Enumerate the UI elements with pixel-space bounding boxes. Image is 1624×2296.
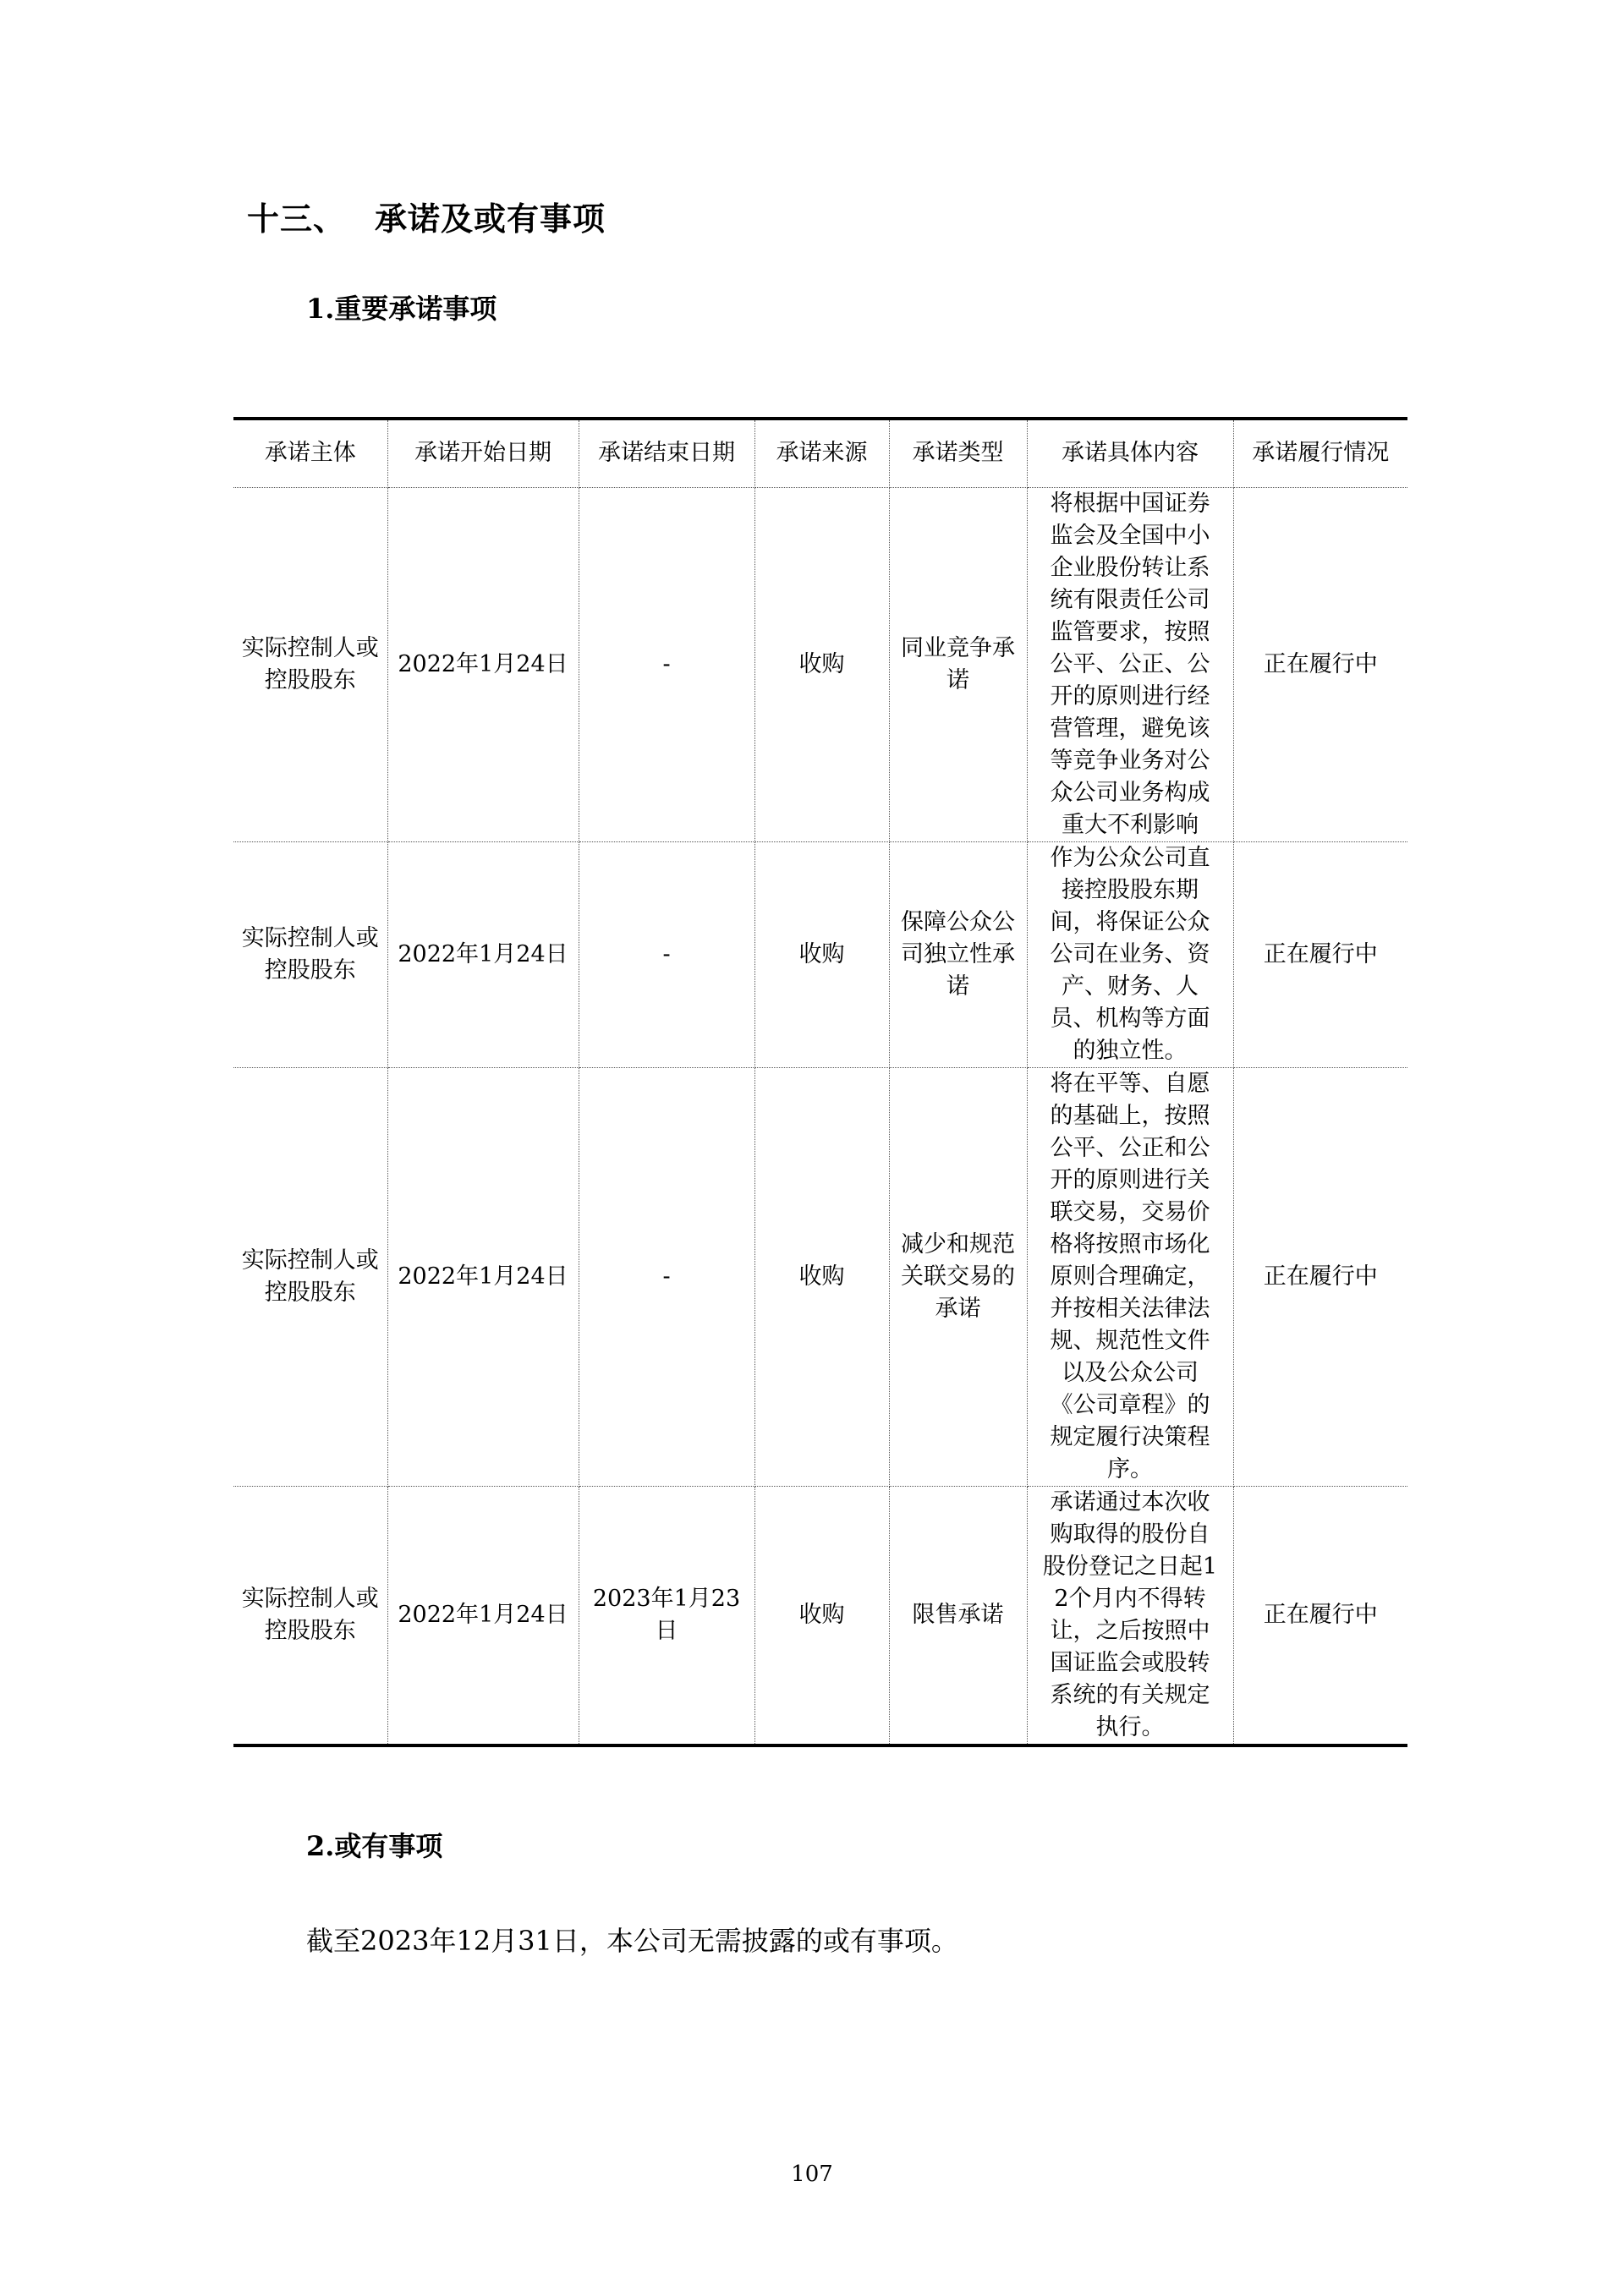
cell-content: 作为公众公司直接控股股东期间，将保证公众公司在业务、资产、财务、人员、机构等方面的独立性。 [1027, 841, 1233, 1067]
table-row [233, 841, 1407, 1067]
cell-content: 承诺通过本次收购取得的股份自股份登记之日起12个月内不得转让，之后按照中国证监会或股转系统的有关规定执行。 [1027, 1486, 1233, 1745]
table-header-row [233, 419, 1407, 487]
header-cell: 承诺结束日期 [579, 419, 754, 487]
cell-content: 将根据中国证券监会及全国中小企业股份转让系统有限责任公司监管要求，按照公平、公正、公开的原则进行经营管理，避免该等竞争业务对公众公司业务构成重大不利影响 [1027, 487, 1233, 841]
cell-end-date: - [579, 841, 754, 1067]
section-title-text: 承诺及或有事项 [375, 200, 606, 238]
header-cell: 承诺主体 [233, 419, 387, 487]
commitments-table [233, 417, 1407, 1747]
header-cell: 承诺类型 [889, 419, 1027, 487]
subsection-title-contingencies: 2.或有事项 [306, 1830, 443, 1862]
header-cell: 承诺开始日期 [387, 419, 579, 487]
contingency-paragraph: 截至2023年12月31日，本公司无需披露的或有事项。 [306, 1925, 958, 1957]
cell-type: 减少和规范关联交易的承诺 [889, 1067, 1027, 1486]
cell-type: 同业竞争承诺 [889, 487, 1027, 841]
section-heading [247, 193, 606, 239]
table-row [233, 487, 1407, 841]
cell-type: 限售承诺 [889, 1486, 1027, 1745]
cell-start-date: 2022年1月24日 [387, 1067, 579, 1486]
cell-type: 保障公众公司独立性承诺 [889, 841, 1027, 1067]
cell-end-date: - [579, 1067, 754, 1486]
table-row [233, 1067, 1407, 1486]
cell-end-date: 2023年1月23日 [579, 1486, 754, 1745]
cell-status: 正在履行中 [1233, 1067, 1407, 1486]
cell-content: 将在平等、自愿的基础上，按照公平、公正和公开的原则进行关联交易，交易价格将按照市场化原则合理确定，并按相关法律法规、规范性文件以及公众公司《公司章程》的规定履行决策程序。 [1027, 1067, 1233, 1486]
header-cell: 承诺具体内容 [1027, 419, 1233, 487]
cell-start-date: 2022年1月24日 [387, 487, 579, 841]
subsection-title-commitments: 1.重要承诺事项 [306, 293, 497, 325]
cell-start-date: 2022年1月24日 [387, 841, 579, 1067]
table-row [233, 1486, 1407, 1745]
cell-start-date: 2022年1月24日 [387, 1486, 579, 1745]
cell-end-date: - [579, 487, 754, 841]
header-cell: 承诺履行情况 [1233, 419, 1407, 487]
section-number: 十三、 [247, 200, 347, 238]
header-cell: 承诺来源 [754, 419, 889, 487]
cell-source: 收购 [754, 487, 889, 841]
cell-subject: 实际控制人或控股股东 [233, 1067, 387, 1486]
cell-subject: 实际控制人或控股股东 [233, 841, 387, 1067]
cell-source: 收购 [754, 841, 889, 1067]
cell-subject: 实际控制人或控股股东 [233, 487, 387, 841]
cell-status: 正在履行中 [1233, 1486, 1407, 1745]
cell-status: 正在履行中 [1233, 841, 1407, 1067]
cell-source: 收购 [754, 1067, 889, 1486]
cell-source: 收购 [754, 1486, 889, 1745]
page-number: 107 [791, 2162, 833, 2187]
cell-subject: 实际控制人或控股股东 [233, 1486, 387, 1745]
cell-status: 正在履行中 [1233, 487, 1407, 841]
